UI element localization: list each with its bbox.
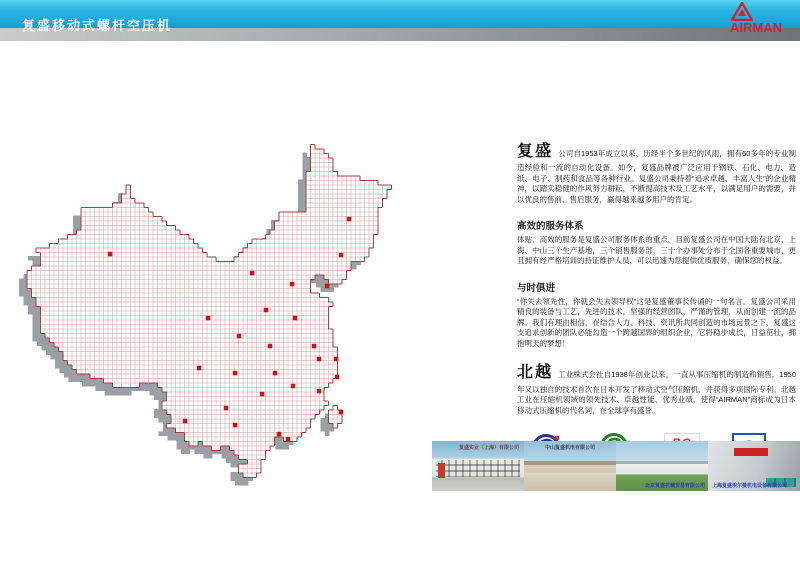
section-service-body: 体贴、高效的服务是复盛公司服务体系的重点。目前复盛公司在中国大陆有北京、上海、中山三个生产基地，三个销售服务部，三十个办事处分布于全国各重要城市，更且拥有经严格培训的持证维护人员，可以迅速为您提供优质服务，确保您的权益。 <box>517 235 796 266</box>
section-times-heading: 与时俱进 <box>517 282 556 294</box>
service-location-dot <box>183 419 188 424</box>
service-location-dot <box>339 410 344 415</box>
service-location-dot <box>233 423 238 428</box>
photo-fusheng-shanghai <box>432 441 524 491</box>
service-location-dot <box>277 432 282 437</box>
service-location-dot <box>325 284 330 289</box>
service-location-dot <box>290 282 295 287</box>
service-location-dot <box>237 334 242 339</box>
photo-beijing-fusheng <box>616 441 708 491</box>
service-location-dot <box>293 316 298 321</box>
building-windows <box>436 460 520 477</box>
service-location-dot <box>264 308 269 313</box>
section-service <box>517 218 796 267</box>
service-location-dot <box>286 437 291 442</box>
service-location-dot <box>312 344 317 349</box>
section-times <box>517 280 796 350</box>
page-title: 复盛移动式螺杆空压机 <box>22 18 173 33</box>
service-location-dot <box>335 375 340 380</box>
photo-shanghai-airman <box>708 441 800 491</box>
service-location-dot <box>268 344 273 349</box>
service-location-dot <box>339 253 344 257</box>
section-times-body: “你失去领先性，你就会失去领导权”这是复盛董事长传诵的一句名言。复盛公司采用精良的装备与工艺，先进的技术，坚强的经营团队，严谨的管理，从而创建一流的品牌。我们有理由相信，在结合人力、科技、资讯所共同创造的市场远景之下，复盛这支追求创新的团队必能勾造一个跨越国界的组织企业，它将稳步成长，日益茁壮，拥抱明天的梦想！ <box>517 296 796 348</box>
factory-roofline <box>616 461 708 464</box>
factory-photo-strip <box>432 441 800 491</box>
factory-roof <box>524 461 616 465</box>
section-hokuetsu <box>517 362 796 416</box>
service-location-dot <box>317 357 322 362</box>
service-location-dot <box>291 384 296 389</box>
section-hokuetsu-heading: 北越 <box>517 364 554 382</box>
service-location-dot <box>334 357 339 362</box>
airman-logo <box>730 2 794 34</box>
section-service-heading: 高效的服务体系 <box>517 221 584 233</box>
service-location-dot <box>250 271 255 276</box>
photo-caption: 上海复盛埃尔曼机电设备有限公司 <box>712 483 788 489</box>
photo-zhongshan-fusheng <box>524 441 616 491</box>
service-location-dot <box>317 389 322 394</box>
service-location-dot <box>224 406 229 411</box>
service-location-dot <box>273 371 278 376</box>
red-accent <box>438 463 445 478</box>
airman-wordmark: AIRMAN <box>730 20 782 35</box>
section-fusheng-heading: 复盛 <box>517 143 554 160</box>
service-location-dot <box>206 316 211 321</box>
service-location-dot <box>197 366 202 371</box>
service-location-dot <box>260 392 265 397</box>
airman-sign <box>734 448 768 456</box>
photo-caption: 北京复盛机械贸易有限公司 <box>644 483 705 489</box>
section-fusheng-body: 公司自1953年成立以来，历经半个多世纪的风雨，拥有60多年的专业制造经验和一流的自动化设备。如今，复盛品牌被广泛应用于钢铁、石化、电力、造纸、电子、制药和食品等各种行业。复盛公司秉持着“追求卓越、丰富人生”的企业精神，以踏实稳健的作风努力耕耘，不断提高技术及工艺水平，以满足用户的需要，并以优良的售前、售后服务，赢得越来越多用户的肯定。 <box>517 149 796 204</box>
photo-caption: 中山复盛机电有限公司 <box>544 445 596 451</box>
service-location-dot <box>108 252 113 256</box>
section-fusheng <box>517 141 796 205</box>
airman-triangle-icon <box>731 2 753 21</box>
text-column <box>517 141 796 484</box>
photo-caption: 复盛实业（上海）有限公司 <box>458 445 519 451</box>
section-hokuetsu-body: 工业株式会社自1938年创业以来，一直从事压缩机的制造和销售，1950年又以独自的技术首次在日本开发了移动式空气压缩机，并获得多项国际专利。北越工业在压缩机领域的领先技术、卓越性能、优秀业绩，使得“AIRMAN”商标成为日本移动式压缩机的代名词，在全球享有盛誉。 <box>517 370 796 415</box>
service-location-dot <box>347 217 352 222</box>
service-location-dot <box>233 371 238 376</box>
